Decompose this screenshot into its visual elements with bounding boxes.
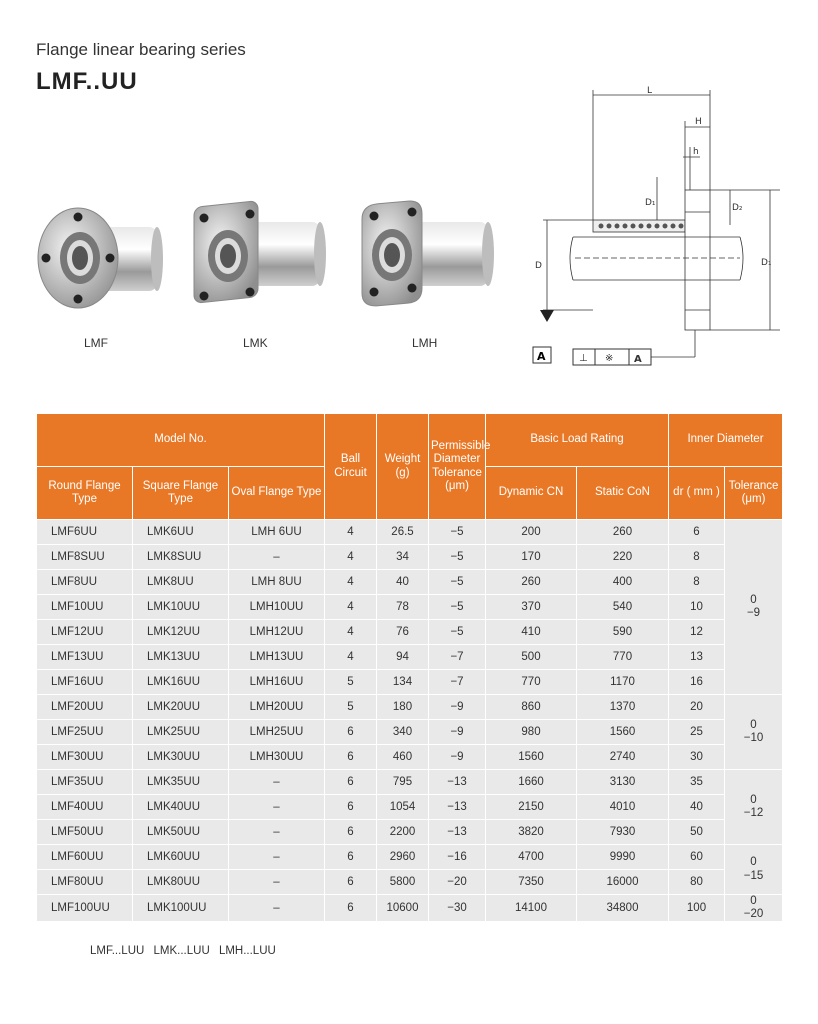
cell-oval-flange: –: [229, 870, 325, 895]
cell-dr: 40: [669, 795, 725, 820]
cell-static: 590: [577, 620, 669, 645]
cell-ball-circuit: 6: [325, 770, 377, 795]
tolerance-upper: 0: [750, 895, 757, 907]
cell-static: 260: [577, 520, 669, 545]
cell-permissible: −20: [429, 870, 486, 895]
footnote-variants: LMF...LUU LMK...LUU LMH...LUU: [90, 945, 276, 957]
cell-static: 3130: [577, 770, 669, 795]
dim-H: H: [695, 117, 702, 127]
cell-dr: 20: [669, 695, 725, 720]
cell-oval-flange: LMH30UU: [229, 745, 325, 770]
cell-weight: 1054: [377, 795, 429, 820]
cell-oval-flange: –: [229, 845, 325, 870]
lmf-bearing-image: [30, 195, 165, 320]
header-inner-diameter: Inner Diameter: [669, 414, 783, 467]
cell-round-flange: LMF16UU: [37, 670, 133, 695]
cell-oval-flange: –: [229, 820, 325, 845]
header-tolerance: Tolerance (μm): [725, 467, 783, 520]
table-row: [37, 670, 783, 695]
table-row: [37, 770, 783, 795]
dim-h: h: [693, 147, 699, 157]
tolerance-upper: 0: [750, 793, 757, 806]
tolerance-lower: −9: [746, 607, 761, 619]
lmf-label: LMF: [84, 336, 108, 350]
table-row: [37, 845, 783, 870]
cell-dynamic: 3820: [486, 820, 577, 845]
table-row: [37, 870, 783, 895]
table-row: [37, 545, 783, 570]
cell-dynamic: 1660: [486, 770, 577, 795]
header-ball-circuit: Ball Circuit: [325, 414, 377, 520]
header-permissible-tolerance: Permissible Diameter Tolerance (μm): [429, 414, 486, 520]
header-weight: Weight (g): [377, 414, 429, 520]
dim-L: L: [647, 86, 653, 96]
cell-dr: 30: [669, 745, 725, 770]
cell-ball-circuit: 6: [325, 820, 377, 845]
cell-round-flange: LMF20UU: [37, 695, 133, 720]
cell-dr: 35: [669, 770, 725, 795]
tolerance-lower: −15: [743, 869, 764, 882]
cell-oval-flange: –: [229, 895, 325, 922]
table-row: [37, 720, 783, 745]
cell-square-flange: LMK80UU: [133, 870, 229, 895]
cell-static: 400: [577, 570, 669, 595]
cell-weight: 26.5: [377, 520, 429, 545]
cell-round-flange: LMF8SUU: [37, 545, 133, 570]
cell-round-flange: LMF100UU: [37, 895, 133, 922]
cell-dynamic: 200: [486, 520, 577, 545]
cell-ball-circuit: 5: [325, 670, 377, 695]
cell-permissible: −9: [429, 745, 486, 770]
cell-ball-circuit: 6: [325, 795, 377, 820]
series-title: LMF..UU: [36, 68, 138, 95]
cell-ball-circuit: 5: [325, 695, 377, 720]
cell-square-flange: LMK100UU: [133, 895, 229, 922]
cell-static: 1170: [577, 670, 669, 695]
cell-oval-flange: –: [229, 770, 325, 795]
cell-permissible: −5: [429, 595, 486, 620]
cell-square-flange: LMK16UU: [133, 670, 229, 695]
technical-drawing: [525, 85, 795, 375]
cell-tolerance: [725, 895, 783, 922]
tolerance-mark: ※: [605, 353, 614, 364]
cell-dr: 10: [669, 595, 725, 620]
cell-square-flange: LMK60UU: [133, 845, 229, 870]
series-subtitle: Flange linear bearing series: [36, 40, 246, 59]
cell-static: 1560: [577, 720, 669, 745]
table-row: [37, 895, 783, 922]
cell-ball-circuit: 4: [325, 645, 377, 670]
cell-dynamic: 14100: [486, 895, 577, 922]
cell-weight: 2200: [377, 820, 429, 845]
table-row: [37, 745, 783, 770]
cell-permissible: −16: [429, 845, 486, 870]
cell-dynamic: 260: [486, 570, 577, 595]
table-row: [37, 570, 783, 595]
cell-ball-circuit: 4: [325, 545, 377, 570]
cell-dr: 8: [669, 570, 725, 595]
lmh-label: LMH: [412, 336, 438, 350]
cell-dynamic: 7350: [486, 870, 577, 895]
cell-weight: 10600: [377, 895, 429, 922]
header-square-flange: Square Flange Type: [133, 467, 229, 520]
cell-tolerance: [725, 520, 783, 695]
cell-static: 34800: [577, 895, 669, 922]
cell-dynamic: 500: [486, 645, 577, 670]
cell-ball-circuit: 4: [325, 620, 377, 645]
cell-round-flange: LMF6UU: [37, 520, 133, 545]
table-row: [37, 520, 783, 545]
cell-square-flange: LMK30UU: [133, 745, 229, 770]
cell-ball-circuit: 6: [325, 895, 377, 922]
cell-dr: 8: [669, 545, 725, 570]
cell-dr: 25: [669, 720, 725, 745]
cell-dr: 12: [669, 620, 725, 645]
dim-D1: D₁: [761, 258, 772, 268]
cell-square-flange: LMK13UU: [133, 645, 229, 670]
table-row: [37, 695, 783, 720]
header-static: Static CoN: [577, 467, 669, 520]
cell-weight: 180: [377, 695, 429, 720]
cell-oval-flange: LMH 8UU: [229, 570, 325, 595]
cell-weight: 78: [377, 595, 429, 620]
cell-static: 220: [577, 545, 669, 570]
cell-dynamic: 1560: [486, 745, 577, 770]
cell-dr: 50: [669, 820, 725, 845]
tolerance-upper: 0: [750, 856, 757, 869]
cell-square-flange: LMK8SUU: [133, 545, 229, 570]
dim-d1-small: D₁: [645, 198, 656, 208]
cell-dr: 80: [669, 870, 725, 895]
cell-dr: 100: [669, 895, 725, 922]
cell-oval-flange: LMH 6UU: [229, 520, 325, 545]
cell-ball-circuit: 4: [325, 520, 377, 545]
cell-dr: 16: [669, 670, 725, 695]
cell-round-flange: LMF12UU: [37, 620, 133, 645]
cell-round-flange: LMF8UU: [37, 570, 133, 595]
cell-round-flange: LMF40UU: [37, 795, 133, 820]
cell-static: 2740: [577, 745, 669, 770]
cell-tolerance: [725, 845, 783, 895]
cell-permissible: −9: [429, 695, 486, 720]
cell-square-flange: LMK25UU: [133, 720, 229, 745]
cell-oval-flange: LMH20UU: [229, 695, 325, 720]
tolerance-upper: 0: [750, 593, 757, 606]
header-model-no: Model No.: [37, 414, 325, 467]
cell-permissible: −13: [429, 820, 486, 845]
cell-weight: 94: [377, 645, 429, 670]
cell-weight: 2960: [377, 845, 429, 870]
cell-ball-circuit: 4: [325, 570, 377, 595]
cell-weight: 134: [377, 670, 429, 695]
cell-round-flange: LMF13UU: [37, 645, 133, 670]
tolerance-lower: −10: [743, 732, 764, 744]
cell-square-flange: LMK12UU: [133, 620, 229, 645]
cell-ball-circuit: 6: [325, 720, 377, 745]
cell-static: 540: [577, 595, 669, 620]
cell-oval-flange: LMH10UU: [229, 595, 325, 620]
cell-permissible: −13: [429, 770, 486, 795]
cell-static: 7930: [577, 820, 669, 845]
cell-square-flange: LMK50UU: [133, 820, 229, 845]
cell-permissible: −5: [429, 520, 486, 545]
cell-tolerance: [725, 770, 783, 845]
cell-permissible: −7: [429, 670, 486, 695]
cell-static: 16000: [577, 870, 669, 895]
cell-ball-circuit: 6: [325, 745, 377, 770]
cell-square-flange: LMK6UU: [133, 520, 229, 545]
cell-dr: 60: [669, 845, 725, 870]
table-row: [37, 595, 783, 620]
cell-oval-flange: LMH13UU: [229, 645, 325, 670]
cell-round-flange: LMF30UU: [37, 745, 133, 770]
header-round-flange: Round Flange Type: [37, 467, 133, 520]
cell-weight: 795: [377, 770, 429, 795]
cell-static: 4010: [577, 795, 669, 820]
cell-square-flange: LMK20UU: [133, 695, 229, 720]
cell-round-flange: LMF25UU: [37, 720, 133, 745]
spec-table-body: [37, 520, 783, 922]
cell-ball-circuit: 4: [325, 595, 377, 620]
cell-static: 9990: [577, 845, 669, 870]
cell-dr: 13: [669, 645, 725, 670]
tolerance-lower: −20: [743, 908, 764, 921]
cell-permissible: −30: [429, 895, 486, 922]
cell-oval-flange: LMH12UU: [229, 620, 325, 645]
cell-round-flange: LMF60UU: [37, 845, 133, 870]
cell-square-flange: LMK8UU: [133, 570, 229, 595]
header-oval-flange: Oval Flange Type: [229, 467, 325, 520]
tolerance-upper: 0: [750, 718, 757, 731]
cell-dynamic: 4700: [486, 845, 577, 870]
cell-oval-flange: –: [229, 795, 325, 820]
cell-permissible: −9: [429, 720, 486, 745]
header-dr: dr ( mm ): [669, 467, 725, 520]
cell-round-flange: LMF80UU: [37, 870, 133, 895]
table-row: [37, 795, 783, 820]
header-dynamic: Dynamic CN: [486, 467, 577, 520]
cell-dynamic: 370: [486, 595, 577, 620]
cell-permissible: −13: [429, 795, 486, 820]
table-row: [37, 620, 783, 645]
cell-oval-flange: LMH25UU: [229, 720, 325, 745]
cell-dynamic: 980: [486, 720, 577, 745]
cell-weight: 5800: [377, 870, 429, 895]
cell-dynamic: 2150: [486, 795, 577, 820]
cell-tolerance: [725, 695, 783, 770]
cell-dynamic: 410: [486, 620, 577, 645]
cell-square-flange: LMK40UU: [133, 795, 229, 820]
spec-table: [36, 413, 783, 922]
lmh-bearing-image: [352, 200, 497, 320]
dim-D: D: [535, 261, 542, 271]
cell-dynamic: 170: [486, 545, 577, 570]
cell-ball-circuit: 6: [325, 845, 377, 870]
cell-static: 770: [577, 645, 669, 670]
cell-weight: 34: [377, 545, 429, 570]
cell-oval-flange: –: [229, 545, 325, 570]
cell-round-flange: LMF50UU: [37, 820, 133, 845]
perpendicularity-symbol: ⊥: [579, 353, 588, 364]
cell-square-flange: LMK35UU: [133, 770, 229, 795]
cell-permissible: −5: [429, 545, 486, 570]
cell-dr: 6: [669, 520, 725, 545]
cell-permissible: −5: [429, 620, 486, 645]
cell-weight: 340: [377, 720, 429, 745]
lmk-bearing-image: [188, 200, 328, 320]
cell-permissible: −5: [429, 570, 486, 595]
cell-round-flange: LMF10UU: [37, 595, 133, 620]
cell-ball-circuit: 6: [325, 870, 377, 895]
cell-round-flange: LMF35UU: [37, 770, 133, 795]
table-row: [37, 820, 783, 845]
header-basic-load-rating: Basic Load Rating: [486, 414, 669, 467]
cell-dynamic: 770: [486, 670, 577, 695]
cell-weight: 76: [377, 620, 429, 645]
tolerance-datum: A: [634, 354, 642, 365]
cell-weight: 40: [377, 570, 429, 595]
datum-a: A: [537, 350, 546, 363]
cell-weight: 460: [377, 745, 429, 770]
table-row: [37, 645, 783, 670]
dim-D2: D₂: [732, 203, 743, 213]
cell-static: 1370: [577, 695, 669, 720]
cell-permissible: −7: [429, 645, 486, 670]
cell-oval-flange: LMH16UU: [229, 670, 325, 695]
cell-square-flange: LMK10UU: [133, 595, 229, 620]
cell-dynamic: 860: [486, 695, 577, 720]
lmk-label: LMK: [243, 336, 268, 350]
tolerance-lower: −12: [743, 807, 764, 819]
